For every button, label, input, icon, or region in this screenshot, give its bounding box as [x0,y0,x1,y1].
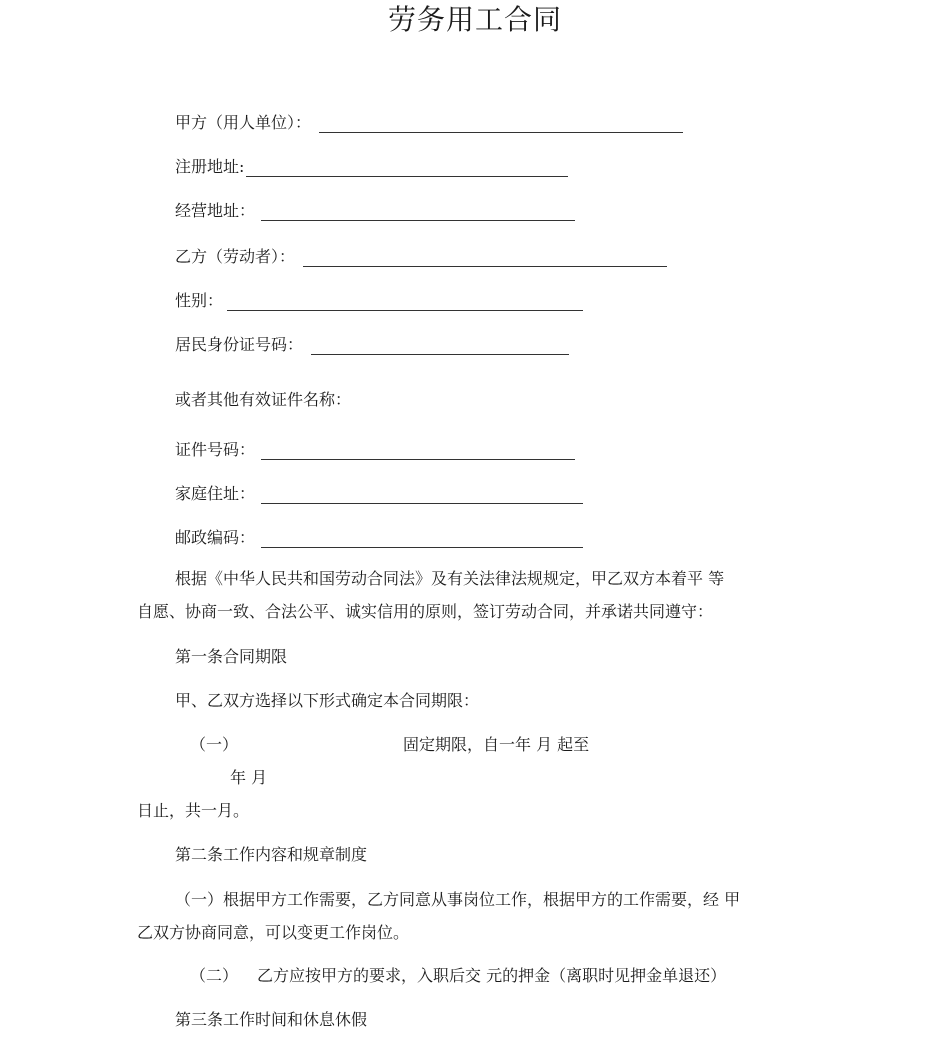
postal-code-field [175,523,583,548]
postal-code-label: 邮政编码： [175,528,256,547]
business-address-label: 经营地址： [175,201,256,220]
party-b-label: 乙方（劳动者）： [175,247,296,266]
article-2-item-2-text: 乙方应按甲方的要求，入职后交 元的押金（离职时见押金单退还） [257,966,727,985]
home-address-label: 家庭住址： [175,484,256,503]
article-1-heading: 第一条合同期限 [175,647,288,666]
id-number-blank[interactable] [311,330,569,355]
document-title: 劳务用工合同 [387,3,562,36]
party-a-blank[interactable] [319,108,683,133]
registered-address-field [175,152,568,177]
preamble-line-1: 根据《中华人民共和国劳动合同法》及有关法律法规规定，甲乙双方本着平 等 [175,569,725,588]
business-address-field [175,196,575,221]
preamble-line-2: 自愿、协商一致、合法公平、诚实信用的原则，签订劳动合同，并承诺共同遵守： [137,602,714,621]
gender-blank[interactable] [227,286,583,311]
article-1-item-1-end: 日止，共一月。 [137,801,250,820]
party-a-field [175,108,683,133]
gender-label: 性别： [175,291,224,310]
article-2-item-1-line-2: 乙双方协商同意，可以变更工作岗位。 [137,923,410,942]
article-2-item-2-marker: （二） [190,966,239,985]
registered-address-blank[interactable] [246,152,568,177]
home-address-field [175,479,583,504]
article-3-heading: 第三条工作时间和休息休假 [175,1010,368,1029]
registered-address-label: 注册地址: [175,157,245,176]
party-b-field [175,242,667,267]
article-1-intro: 甲、乙双方选择以下形式确定本合同期限： [175,691,480,710]
article-2-heading: 第二条工作内容和规章制度 [175,845,368,864]
party-b-blank[interactable] [303,242,667,267]
home-address-blank[interactable] [261,479,583,504]
gender-field [175,286,583,311]
business-address-blank[interactable] [261,196,575,221]
party-a-label: 甲方（用人单位）： [175,113,312,132]
cert-number-blank[interactable] [261,435,575,460]
article-1-item-1-text: 固定期限，自一年 月 起至 [403,735,590,754]
id-number-label: 居民身份证号码： [175,335,304,354]
id-number-field [175,330,569,355]
article-1-item-1-continuation: 年 月 [230,768,268,787]
postal-code-blank[interactable] [261,523,583,548]
other-id-name-label: 或者其他有效证件名称： [175,390,352,409]
article-1-item-1-marker: （一） [190,735,239,754]
cert-number-label: 证件号码： [175,440,256,459]
cert-number-field [175,435,575,460]
article-2-item-1-line-1: （一）根据甲方工作需要，乙方同意从事岗位工作，根据甲方的工作需要，经 甲 [175,890,741,909]
